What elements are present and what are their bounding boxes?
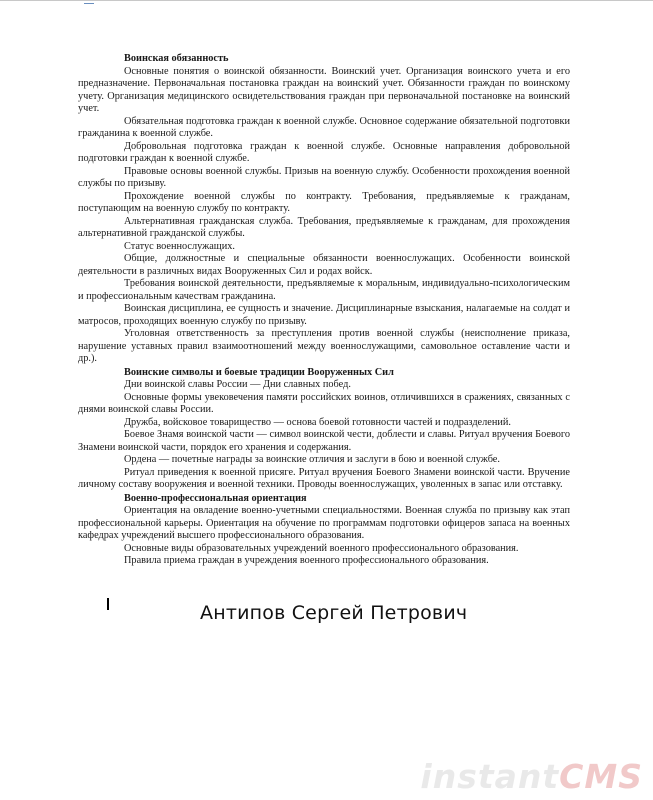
paragraph: Основные виды образовательных учреждений военного профессионального образования. [124, 542, 519, 554]
paragraph: Воинская дисциплина, ее сущность и значение. Дисциплинарные взыскания, налагаемые на солдат и матросов, проходящих военную службу по призыву. [78, 303, 570, 327]
paragraph: Дни воинской славы России — Дни славных побед. [124, 379, 351, 390]
watermark-part1: instant [420, 757, 560, 796]
paragraph: Основные формы увековечения памяти российских воинов, отличившихся в сражениях, связанных с днями воинской славы России. [78, 391, 570, 415]
paragraph: Добровольная подготовка граждан к военной службе. Основные направления добровольной подготовки граждан к военной службе. [78, 140, 570, 164]
watermark-part2: CMS [559, 757, 643, 796]
paragraph: Ритуал приведения к военной присяге. Ритуал вручения Боевого Знамени воинской части. Вручение личному составу вооружения и военной техники. Проводы военнослужащих, уволенных в запас или отставку. [78, 466, 570, 490]
paragraph: Боевое Знамя воинской части — символ воинской чести, доблести и славы. Ритуал вручения Боевого Знамени воинской части, порядок его хранения и содержания. [78, 429, 570, 453]
paragraph: Ориентация на овладение военно-учетными специальностями. Военная служба по призыву как этап профессиональной карьеры. Ориентация на обучение по программам подготовки офицеров запаса на военных кафедрах учреждений высшего профессионального образования. [78, 505, 570, 541]
paragraph: Альтернативная гражданская служба. Требования, предъявляемые к гражданам, для прохождения альтернативной гражданской службы. [78, 215, 570, 239]
paragraph: Правила приема граждан в учреждения военного профессионального образования. [124, 555, 489, 566]
document-body[interactable] [78, 53, 570, 568]
text-cursor [107, 598, 109, 610]
watermark-logo [420, 757, 643, 796]
page-corner-mark [84, 0, 94, 4]
paragraph: Основные понятия о воинской обязанности. Воинский учет. Организация воинского учета и его предназначение. Первоначальная постановка граждан на воинский учет. Обязанности граждан по воинскому учету. Организация медицинского освидетельствования граждан при первоначальной постановке на воинский учет. [78, 65, 570, 114]
signature-name: Антипов Сергей Петрович [200, 602, 468, 624]
paragraph: Уголовная ответственность за преступления против военной службы (неисполнение приказа, нарушение уставных правил взаимоотношений между военнослужащими, самовольное оставление части и др.). [78, 328, 570, 364]
section-heading: Военно-профессиональная ориентация [124, 492, 307, 504]
paragraph: Дружба, войсковое товарищество — основа боевой готовности частей и подразделений. [124, 416, 511, 428]
paragraph: Прохождение военной службы по контракту. Требования, предъявляемые к гражданам, поступающим на военную службу по контракту. [78, 190, 570, 214]
page-top-edge [0, 0, 653, 1]
paragraph: Общие, должностные и специальные обязанности военнослужащих. Особенности воинской деятельности в различных видах Вооруженных Сил и родах войск. [78, 253, 570, 277]
section-heading: Воинская обязанность [124, 53, 229, 64]
paragraph: Статус военнослужащих. [124, 240, 235, 252]
paragraph: Ордена — почетные награды за воинские отличия и заслуги в бою и военной службе. [124, 454, 500, 465]
paragraph: Обязательная подготовка граждан к военной службе. Основное содержание обязательной подготовки гражданина к военной службе. [78, 115, 570, 139]
paragraph: Правовые основы военной службы. Призыв на военную службу. Особенности прохождения военной службы по призыву. [78, 165, 570, 189]
section-heading: Воинские символы и боевые традиции Вооруженных Сил [124, 366, 394, 378]
paragraph: Требования воинской деятельности, предъявляемые к моральным, индивидуально-психологическим и профессиональным качествам гражданина. [78, 278, 570, 302]
